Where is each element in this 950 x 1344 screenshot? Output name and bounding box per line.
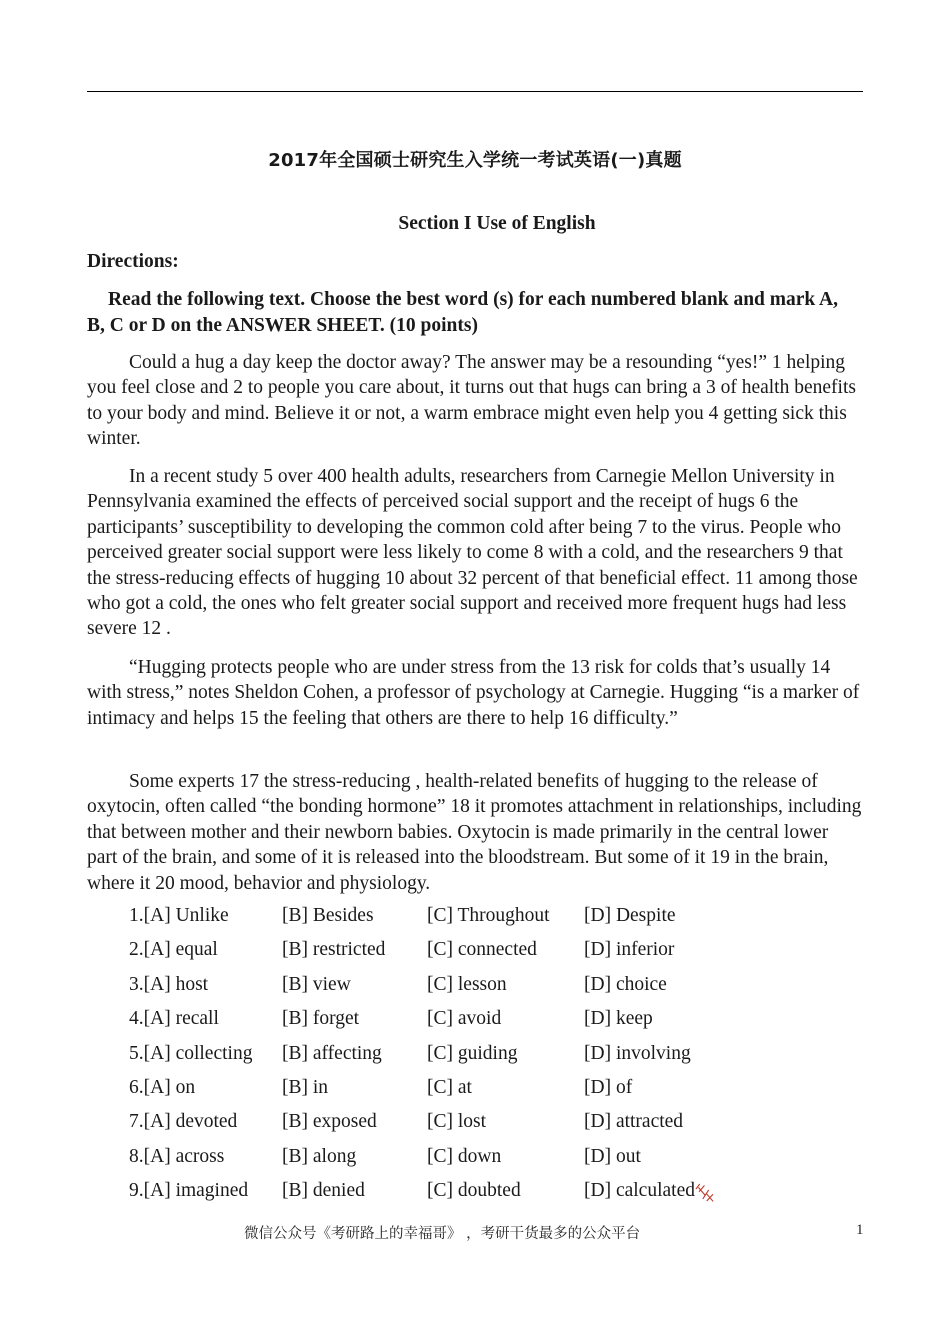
option-b: [B] Besides (282, 905, 374, 926)
passage-paragraph-2: In a recent study 5 over 400 health adults, researchers from Carnegie Mellon University in Pennsylvania examined the effects of perceived social support and the receipt of hugs 6 the participants’ susceptibility to developing the common cold after being 7 to the virus. People who perceived greater social support were less likely to come 8 with a cold, and the researchers 9 that the stress-reducing effects of hugging 10 about 32 percent of that beneficial effect. 11 among those who got a cold, the ones who felt greater social support and received more frequent hugs had less severe 12 . (87, 466, 858, 640)
option-a: 2.[A] equal (129, 939, 218, 961)
option-d: [D] inferior (584, 939, 675, 961)
header-rule (87, 91, 863, 92)
directions-text: Read the following text. Choose the best word (s) for each numbered blank and mark A, B, C or D on the ANSWER SHEET. (10 points) (87, 289, 839, 336)
option-a: 9.[A] imagined (129, 1180, 249, 1202)
option-b: [B] forget (282, 1008, 360, 1030)
question-row-9 (129, 1180, 769, 1214)
question-row-1 (129, 905, 769, 939)
question-row-7 (129, 1111, 769, 1145)
passage-paragraph-1: Could a hug a day keep the doctor away? The answer may be a resounding “yes!” 1 helping you feel close and 2 to people you care about, it turns out that hugs can bring a 3 of health benefits to your body and mind. Believe it or not, a warm embrace might even help you 4 getting sick this winter. (87, 352, 856, 450)
option-a: 7.[A] devoted (129, 1111, 238, 1133)
question-row-3 (129, 974, 769, 1008)
option-a: 3.[A] host (129, 973, 209, 995)
option-d: [D] keep (584, 1008, 653, 1030)
option-c: [C] avoid (427, 1008, 502, 1030)
option-d: [D] Despite (584, 905, 676, 926)
option-a: 1.[A] Unlike (129, 905, 229, 926)
option-b: [B] exposed (282, 1111, 377, 1133)
option-d: [D] choice (584, 973, 667, 995)
option-c: [C] doubted (427, 1180, 521, 1202)
option-d: [D] of (584, 1076, 633, 1098)
option-b: [B] along (282, 1145, 357, 1167)
option-c: [C] lost (427, 1111, 487, 1133)
question-row-4 (129, 1008, 769, 1042)
option-b: [B] in (282, 1076, 329, 1098)
option-c: [C] guiding (427, 1042, 518, 1064)
option-d: [D] attracted (584, 1111, 684, 1133)
page-number: 1 (856, 1222, 864, 1238)
question-row-8 (129, 1146, 769, 1180)
option-d: [D] involving (584, 1042, 691, 1064)
directions-label: Directions: (87, 251, 179, 272)
question-row-6 (129, 1077, 769, 1111)
passage-paragraph-3: “Hugging protects people who are under stress from the 13 risk for colds that’s usually 14 with stress,” notes Sheldon Cohen, a professor of psychology at Carnegie. Hugging “is a marker of intimacy and helps 15 the feeling that others are there to help 16 difficulty.” (87, 657, 860, 729)
option-a: 4.[A] recall (129, 1008, 219, 1030)
document-title: 2017年全国硕士研究生入学统一考试英语(一)真题 (268, 150, 682, 171)
question-row-2 (129, 939, 769, 973)
option-b: [B] denied (282, 1180, 365, 1202)
option-d: [D] calculated (584, 1180, 695, 1202)
option-c: [C] lesson (427, 973, 507, 995)
answer-options (129, 905, 769, 1215)
option-a: 8.[A] across (129, 1145, 225, 1167)
option-c: [C] down (427, 1145, 502, 1167)
section-heading: Section I Use of English (398, 213, 596, 234)
footer-text: 微信公众号《考研路上的幸福哥》 ，考研干货最多的公众平台 (244, 1226, 641, 1242)
option-b: [B] view (282, 973, 351, 995)
option-c: [C] Throughout (427, 905, 550, 926)
question-row-5 (129, 1043, 769, 1077)
option-c: [C] at (427, 1076, 472, 1098)
option-c: [C] connected (427, 939, 537, 961)
passage-paragraph-4: Some experts 17 the stress-reducing , health-related benefits of hugging to the release of oxytocin, often called “the bonding hormone” 18 it promotes attachment in relationships, including that between mother and their newborn babies. Oxytocin is made primarily in the central lower part of the brain, and some of it is released into the bloodstream. But some of it 19 in the brain, where it 20 mood, behavior and physiology. (87, 771, 862, 894)
option-a: 6.[A] on (129, 1076, 196, 1098)
option-d: [D] out (584, 1145, 641, 1167)
option-b: [B] restricted (282, 939, 386, 961)
option-a: 5.[A] collecting (129, 1042, 253, 1064)
option-b: [B] affecting (282, 1042, 382, 1064)
